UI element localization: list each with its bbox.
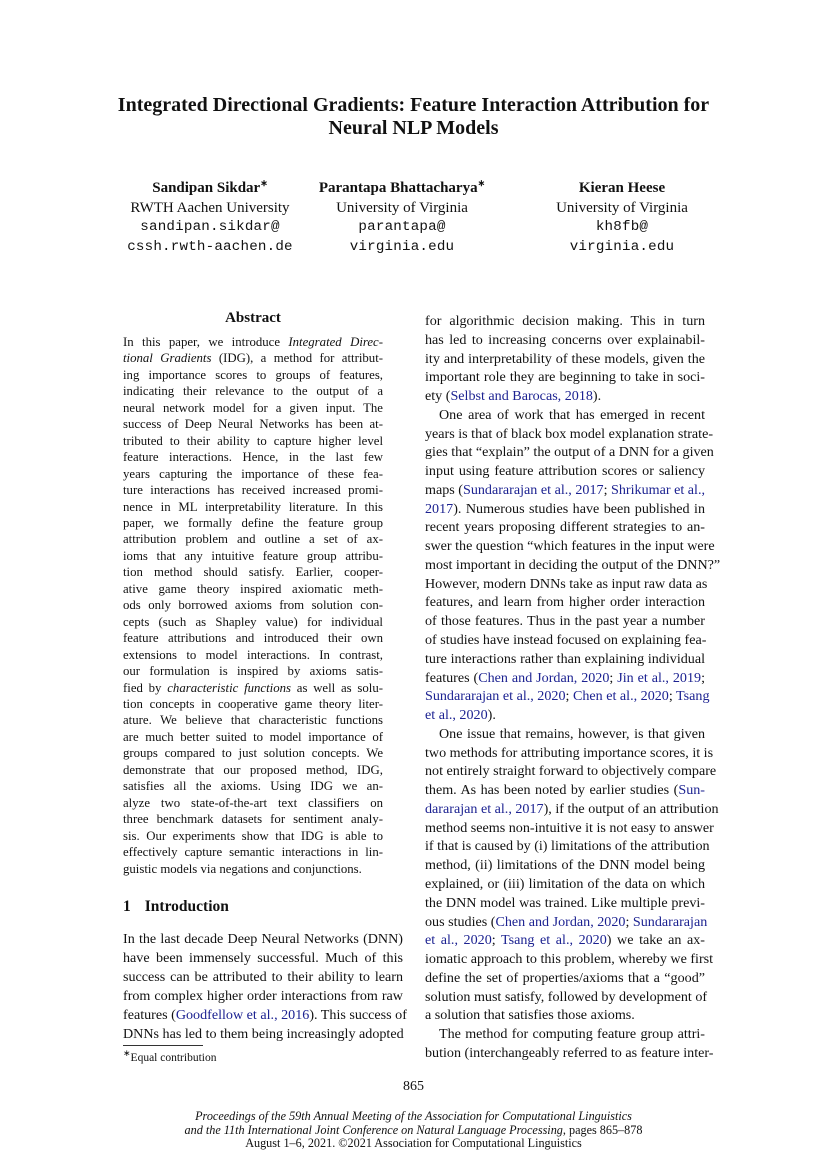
text-run: feature attributions and introduced their own xyxy=(123,631,383,646)
text-run: years is that of black box model explanation strate- xyxy=(425,425,714,442)
citation-link[interactable]: dararajan et al., 2017 xyxy=(425,800,544,817)
text-line xyxy=(123,663,383,679)
author-block xyxy=(282,174,522,257)
footnote-mark: ∗ xyxy=(123,1048,131,1058)
citation-link[interactable]: Goodfellow et al., 2016 xyxy=(175,1007,310,1023)
text-line xyxy=(425,1025,705,1044)
abstract-body xyxy=(123,334,383,877)
text-line xyxy=(123,729,383,745)
text-line xyxy=(123,383,383,399)
text-run: neural network model for a given input. The xyxy=(123,400,383,415)
author-name-text: Kieran Heese xyxy=(578,180,666,196)
text-run: ; xyxy=(625,913,633,930)
text-run: groups compared to just solution concepts. We xyxy=(123,746,383,761)
text-line xyxy=(425,462,705,481)
text-run: explained, or (iii) limitation of the data on which xyxy=(425,875,705,892)
text-line xyxy=(123,1006,407,1025)
text-line xyxy=(425,350,705,369)
text-run: ; xyxy=(668,688,677,705)
author-name-text: Sandipan Sikdar xyxy=(152,180,261,196)
text-run: features ( xyxy=(425,669,479,686)
text-run: ture interactions has received increased promi- xyxy=(123,483,383,498)
text-line xyxy=(425,725,705,744)
text-line xyxy=(123,614,383,630)
text-line xyxy=(425,894,705,913)
text-line xyxy=(425,481,705,500)
text-run: In this paper, we introduce xyxy=(123,335,289,349)
text-run: our formulation is inspired by axioms satis- xyxy=(123,664,383,679)
text-run: ; xyxy=(491,932,501,949)
text-line xyxy=(425,406,705,425)
text-run: One issue that remains, however, is that given xyxy=(439,725,705,742)
text-run: cepts (such as Shapley value) for individual xyxy=(123,614,383,629)
citation-link[interactable]: Sundararajan et al., 2017 xyxy=(463,481,604,498)
text-line xyxy=(123,466,383,482)
text-run: of studies have instead focused on explaining fea- xyxy=(425,632,707,649)
text-run: swer the question “which features in the input were xyxy=(425,538,715,555)
intro-left-column xyxy=(123,930,407,1044)
author-name xyxy=(502,174,742,199)
text-line xyxy=(123,861,383,877)
text-run: One area of work that has emerged in recent xyxy=(439,406,705,423)
text-run: a solution that satisfies those axioms. xyxy=(425,1007,635,1024)
text-run: extensions to model interactions. In contrast, xyxy=(123,647,383,662)
text-line xyxy=(123,350,383,366)
text-run: ature. We believe that characteristic functions xyxy=(123,713,383,728)
text-run: DNNs has led to them being increasingly adopted xyxy=(123,1026,404,1042)
text-line xyxy=(425,744,714,763)
footnote-mark: ∗ xyxy=(260,178,268,188)
text-line xyxy=(123,696,383,712)
text-line xyxy=(425,950,714,969)
author-email[interactable]: cssh.rwth-aachen.de xyxy=(127,238,293,255)
text-line xyxy=(425,500,705,519)
author-affiliation: University of Virginia xyxy=(556,199,688,216)
text-line xyxy=(425,593,705,612)
text-run: success of Deep Neural Networks has been at- xyxy=(123,417,383,432)
intro-right-column xyxy=(425,312,721,1063)
text-run: ture interactions rather than explaining individual xyxy=(425,650,705,667)
text-line xyxy=(425,913,708,932)
text-line xyxy=(425,312,705,331)
section-title: Introduction xyxy=(144,898,229,915)
text-line xyxy=(425,856,705,875)
text-line xyxy=(123,828,383,844)
text-line xyxy=(123,712,383,728)
text-line xyxy=(425,387,705,406)
text-line xyxy=(425,1006,705,1025)
title-line: Integrated Directional Gradients: Feature Interaction Attribution for xyxy=(117,94,710,116)
text-line xyxy=(123,968,403,987)
abstract-heading: Abstract xyxy=(225,310,281,326)
text-run: method seems non-intuitive it is not easy to answer xyxy=(425,819,714,836)
text-run: feature interactions. Hence, in the last few xyxy=(123,450,383,465)
text-run: three benchmark datasets for sentiment analy- xyxy=(123,812,383,827)
text-line xyxy=(425,762,717,781)
text-run: has led to increasing concerns over explainabil- xyxy=(425,331,705,348)
text-run: from complex higher order interactions from raw xyxy=(123,988,403,1004)
text-run: demonstrate that our proposed method, IDG, xyxy=(123,762,383,777)
text-run: maps ( xyxy=(425,481,463,498)
text-line xyxy=(123,949,403,968)
text-line xyxy=(123,482,383,498)
text-run: as well as solu- xyxy=(291,680,384,695)
text-run: However, modern DNNs take as input raw data as xyxy=(425,575,708,592)
text-run: important role they are beginning to take in soci- xyxy=(425,369,705,386)
text-run: paper, we formally define the feature group xyxy=(123,515,383,530)
footnote-mark: ∗ xyxy=(477,178,486,188)
text-run: The method for computing feature group attri- xyxy=(439,1026,705,1043)
text-run: ), if the output of an attribution xyxy=(543,800,719,817)
text-run: method, (ii) limitations of the DNN model being xyxy=(425,857,705,874)
text-line xyxy=(123,581,383,597)
text-run: ; xyxy=(565,688,573,705)
text-run: ). xyxy=(487,707,496,724)
text-run: ous studies ( xyxy=(425,913,496,930)
author-block xyxy=(502,174,742,257)
text-line xyxy=(123,449,383,465)
citation-link[interactable]: Chen and Jordan, 2020 xyxy=(478,669,610,686)
text-line xyxy=(425,537,715,556)
footer-line: Proceedings of the 59th Annual Meeting of the Association for Computational Linguistics xyxy=(195,1109,632,1123)
text-run: indicating their relevance to the output of a xyxy=(123,384,383,399)
text-line xyxy=(123,515,383,531)
text-run: ity and interpretability of these models, given the xyxy=(425,350,705,367)
text-run: for algorithmic decision making. This in turn xyxy=(425,313,705,329)
page-number: 865 xyxy=(403,1079,424,1094)
text-line xyxy=(425,969,705,988)
text-line xyxy=(425,819,714,838)
citation-link[interactable]: Chen et al., 2020 xyxy=(572,688,669,705)
citation-link[interactable]: et al., 2020 xyxy=(425,932,492,949)
citation-link[interactable]: Sun- xyxy=(678,782,705,799)
author-affiliation: University of Virginia xyxy=(336,199,468,216)
text-line xyxy=(123,630,383,646)
text-run: ; xyxy=(603,481,612,498)
text-run: recent years proposing different strategies to an- xyxy=(425,519,705,536)
citation-link[interactable]: Tsang et al., 2020 xyxy=(501,932,607,949)
italic-text: characteristic functions xyxy=(167,680,291,695)
text-line xyxy=(425,443,714,462)
text-run: ; xyxy=(701,669,705,686)
text-line xyxy=(123,416,383,432)
text-run: if that is caused by (i) limitations of the attribution xyxy=(425,838,710,855)
text-run: features, and learn from higher order interaction xyxy=(425,594,705,611)
text-line xyxy=(425,988,708,1007)
text-run: ative game theory inspired axiomatic meth- xyxy=(123,581,383,596)
text-run: nence in ML interpretability literature. In this xyxy=(123,499,383,514)
text-run: input using feature attribution scores or saliency xyxy=(425,463,705,480)
text-line xyxy=(123,811,383,827)
text-line xyxy=(123,647,383,663)
text-run: ods only borrowed axioms from solution con- xyxy=(123,598,383,613)
text-run: of those features. Thus in the past year a number xyxy=(425,613,705,630)
section-number: 1 xyxy=(123,898,131,915)
text-run: success can be attributed to their ability to learn xyxy=(123,969,403,985)
text-run: ety ( xyxy=(425,388,451,405)
text-line xyxy=(425,518,705,537)
citation-link[interactable]: Chen and Jordan, 2020 xyxy=(495,913,626,930)
text-run: tion method should satisfy. Earlier, cooper- xyxy=(123,565,383,580)
title-line: Neural NLP Models xyxy=(328,117,499,139)
text-run: tion concepts in cooperative game theory liter- xyxy=(123,696,383,711)
text-run: two methods for attributing importance scores, it is xyxy=(425,744,714,761)
citation-link[interactable]: Sundararajan xyxy=(632,913,708,930)
text-line xyxy=(425,425,714,444)
text-line xyxy=(123,745,383,761)
text-line xyxy=(425,781,705,800)
footer-line xyxy=(0,1124,827,1138)
text-line xyxy=(123,597,383,613)
text-run: sis. Our experiments show that IDG is able to xyxy=(123,828,383,843)
text-run: most important in deciding the output of the DNN?” xyxy=(425,556,721,573)
text-line xyxy=(123,762,383,778)
text-run: have been immensely successful. Much of this xyxy=(123,950,403,966)
author-name xyxy=(282,174,522,199)
author-email[interactable]: virginia.edu xyxy=(349,238,455,255)
text-run: the DNN model was trained. Like multiple previ- xyxy=(425,894,705,911)
text-line xyxy=(425,875,705,894)
text-run: solution must satisfy, followed by development of xyxy=(425,988,708,1005)
text-run: In the last decade Deep Neural Networks (DNN) xyxy=(123,931,403,947)
text-run: ioms that any intuitive feature group attribu- xyxy=(123,548,383,563)
text-line xyxy=(425,669,705,688)
text-line xyxy=(123,367,383,383)
text-line xyxy=(425,575,708,594)
text-line xyxy=(425,556,721,575)
text-run: gies that “explain” the output of a DNN for a given xyxy=(425,444,714,461)
text-line xyxy=(123,987,403,1006)
author-email[interactable]: parantapa@ xyxy=(358,219,446,235)
text-line xyxy=(425,331,705,350)
citation-link[interactable]: Selbst and Barocas, 2018 xyxy=(450,388,593,405)
citation-link[interactable]: Shrikumar et al., xyxy=(611,481,706,498)
text-line xyxy=(123,795,383,811)
citation-link[interactable]: 2017 xyxy=(425,500,454,517)
text-run: bution (interchangeably referred to as feature inter- xyxy=(425,1044,714,1061)
citation-link[interactable]: Sundararajan et al., 2020 xyxy=(425,688,566,705)
footer-line: August 1–6, 2021. ©2021 Association for Computational Linguistics xyxy=(245,1136,582,1150)
text-run: not entirely straight forward to objectively compare xyxy=(425,763,717,780)
author-email[interactable]: virginia.edu xyxy=(569,238,675,255)
author-affiliation: RWTH Aachen University xyxy=(130,199,290,216)
footer-pages: , pages 865–878 xyxy=(562,1122,643,1137)
text-run: define the set of properties/axioms that a “good” xyxy=(425,969,705,986)
text-line xyxy=(123,531,383,547)
author-email[interactable]: kh8fb@ xyxy=(595,219,649,235)
text-run: satisfies all the axioms. Using IDG we an- xyxy=(123,779,383,794)
text-run: ing importance scores to groups of features, xyxy=(123,367,383,382)
text-run: ) we take an ax- xyxy=(606,932,706,949)
text-line xyxy=(425,1044,714,1063)
text-line xyxy=(425,687,710,706)
section-heading xyxy=(123,898,229,916)
text-run: features ( xyxy=(123,1007,176,1023)
text-line xyxy=(425,631,705,650)
text-line xyxy=(123,778,383,794)
footnote-rule xyxy=(123,1045,203,1046)
text-run: ). Numerous studies have been published in xyxy=(453,500,705,517)
text-run: guistic models via negations and conjunctions. xyxy=(123,861,362,876)
text-line xyxy=(123,844,383,860)
text-run: ; xyxy=(609,669,618,686)
citation-link[interactable]: Tsang xyxy=(676,688,710,705)
text-run: fied by xyxy=(123,680,168,695)
text-run: ). This success of xyxy=(309,1007,407,1023)
text-line xyxy=(123,564,383,580)
footer-text: and the 11th International Joint Conference on Natural Language Processing xyxy=(184,1122,563,1137)
text-line xyxy=(123,1025,403,1044)
text-run: are much better suited to model importance of xyxy=(123,729,383,744)
text-run: iomatic approach to this problem, whereby we first xyxy=(425,951,714,968)
text-run: (IDG), a method for attribut- xyxy=(211,351,384,366)
proceedings-footer xyxy=(0,1110,827,1151)
text-line xyxy=(425,650,705,669)
text-line xyxy=(425,368,705,387)
text-line xyxy=(123,548,383,564)
text-run: alyze two state-of-the-art text classifiers on xyxy=(123,795,383,810)
citation-link[interactable]: et al., 2020 xyxy=(425,707,488,724)
text-line xyxy=(425,612,705,631)
text-line xyxy=(425,931,705,950)
text-line xyxy=(425,837,710,856)
author-email[interactable]: sandipan.sikdar@ xyxy=(140,219,280,235)
footnote xyxy=(123,1048,216,1064)
footnote-text: Equal contribution xyxy=(130,1051,217,1064)
text-line xyxy=(123,930,403,949)
text-run: ). xyxy=(592,388,602,405)
text-line xyxy=(123,499,383,515)
text-line xyxy=(425,800,719,819)
text-run: years capturing the importance of these fea- xyxy=(123,466,383,481)
text-run: effectively capture semantic interactions in lin- xyxy=(123,845,383,860)
text-line xyxy=(425,706,705,725)
citation-link[interactable]: Jin et al., 2019 xyxy=(617,669,702,686)
paper-title xyxy=(60,94,767,140)
text-run: tributed to their ability to capture higher level xyxy=(123,433,383,448)
text-line xyxy=(123,400,383,416)
text-line xyxy=(123,334,383,350)
italic-text: Integrated Direc- xyxy=(288,335,383,349)
author-name-text: Parantapa Bhattacharya xyxy=(318,180,478,196)
text-line xyxy=(123,680,383,696)
text-run: attribution problem and outline a set of ax- xyxy=(123,532,383,547)
text-line xyxy=(123,433,383,449)
italic-text: tional Gradients xyxy=(123,351,212,366)
text-run: them. As has been noted by earlier studies ( xyxy=(425,782,679,799)
